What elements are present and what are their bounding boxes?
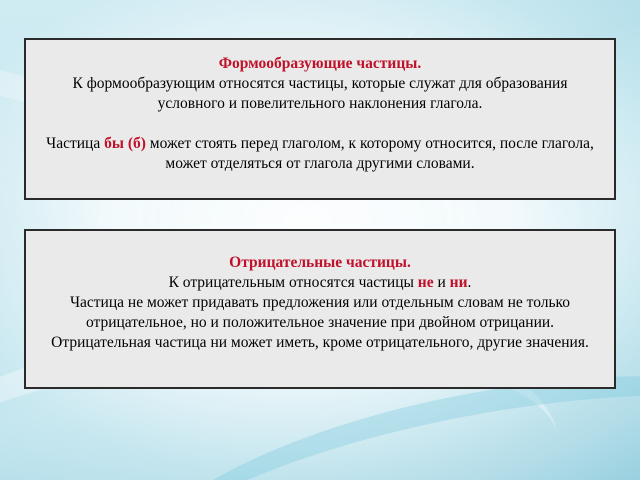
spacer [42,114,598,134]
formative-particles-panel [24,38,616,200]
particle-description [42,134,598,174]
panel-title: Отрицательные частицы. [229,254,411,271]
text-segment: Частица [46,135,105,152]
text-segment: К отрицательным относятся частицы [168,274,418,291]
negative-particles-panel [24,229,616,389]
definition-text: К формообразующим относятся частицы, которые служат для образования условного и повелительного наклонения глагола. [72,75,568,112]
particle-highlight: не [417,274,434,291]
text-segment: может стоять перед глаголом, к которому относится, после глагола, может отделяться от глагола другими словами. [145,135,594,172]
description-text: Частица не может придавать предложения или отдельным словам не только отрицательное, но и положительное значение при двойном отрицании. [69,294,571,331]
definition-text [30,273,610,293]
text-segment: и [433,274,450,291]
description-text: Отрицательная частица ни может иметь, кроме отрицательного, другие значения. [51,334,589,351]
particle-highlight: ни [449,274,468,291]
particle-highlight: бы (б) [104,135,146,152]
panel-title: Формообразующие частицы. [218,55,422,72]
text-segment: . [467,274,472,291]
